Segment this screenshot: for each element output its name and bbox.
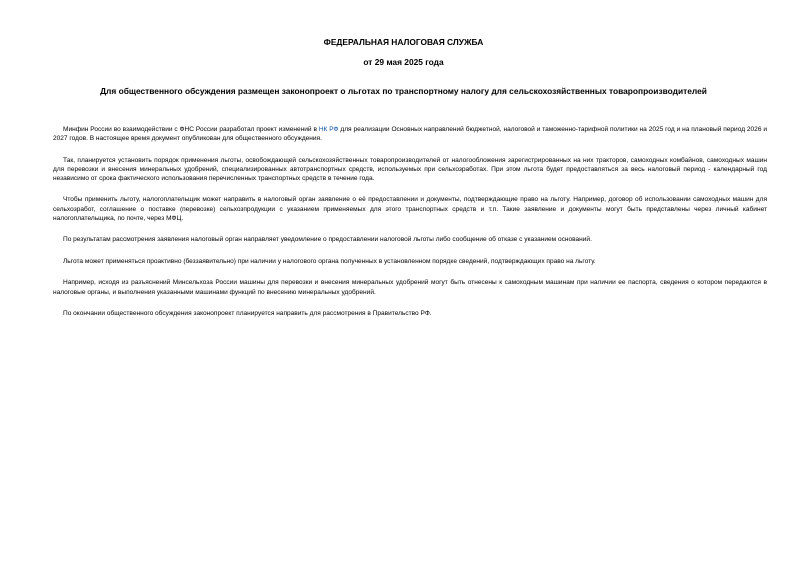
paragraph-3: Чтобы применить льготу, налогоплательщик может направить в налоговый орган заявление о её предоставлении и документы, подтверждающие право на льготу. Например, договор об использовании самоходных машин для сельхозработ, соглашение о поставке (перевозке) сельхозпродукции с указанием применяемых для этого транспортных средств и т.п. Такие заявление и документы могут быть представлены через личный кабинет налогоплательщика, по почте, через МФЦ. [53,196,767,222]
document-body [53,125,767,331]
publication-date: от 29 мая 2025 года [363,57,444,67]
paragraph-1-end: для реализации Основных направлений бюджетной, налоговой и таможенно-тарифной политики на 2025 год и на плановый период 2026 и 2027 годов. В настоящее время документ опубликован для общественного обсуждения. [53,126,767,143]
paragraph-7: По окончании общественного обсуждения законопроект планируется направить для рассмотрения в Правительство РФ. [63,310,432,318]
agency-name: ФЕДЕРАЛЬНАЯ НАЛОГОВАЯ СЛУЖБА [323,37,484,47]
paragraph-2: Так, планируется установить порядок применения льготы, освобождающей сельскохозяйственных товаропроизводителей от налогообложения зарегистрированных на них тракторов, самоходных комбайнов, самоходных машин для перевозки и внесения минеральных удобрений, специализированных автотранспортных средств, используемых при сельхозработах. При этом льгота будет предоставляться за весь налоговый период - календарный год независимо от срока фактического использования перечисленных транспортных средств в течение года. [53,156,767,182]
paragraph-1 [53,125,767,143]
paragraph-6: Например, исходя из разъяснений Минсельхоза России машины для перевозки и внесения минеральных удобрений могут быть отнесены к самоходным машинам при наличии ее паспорта, сведения о котором передаются в налоговые органы, и выполнения указанными машинами функций по внесению минеральных удобрений. [53,279,767,296]
paragraph-1-start: Минфин России во взаимодействии с ФНС России разработал проект изменений в [63,126,319,133]
paragraph-4: По результатам рассмотрения заявления налоговый орган направляет уведомление о предоставлении налоговой льготы либо сообщение об отказе с указанием оснований. [63,236,592,244]
paragraph-5: Льгота может применяться проактивно (беззаявительно) при наличии у налогового органа полученных в установленном порядке сведений, подтверждающих право на льготу. [63,257,596,265]
document-headline: Для общественного обсуждения размещен законопроект о льготах по транспортному налогу для сельскохозяйственных товаропроизводителей [100,86,707,96]
tax-code-link[interactable]: НК РФ [318,126,339,133]
